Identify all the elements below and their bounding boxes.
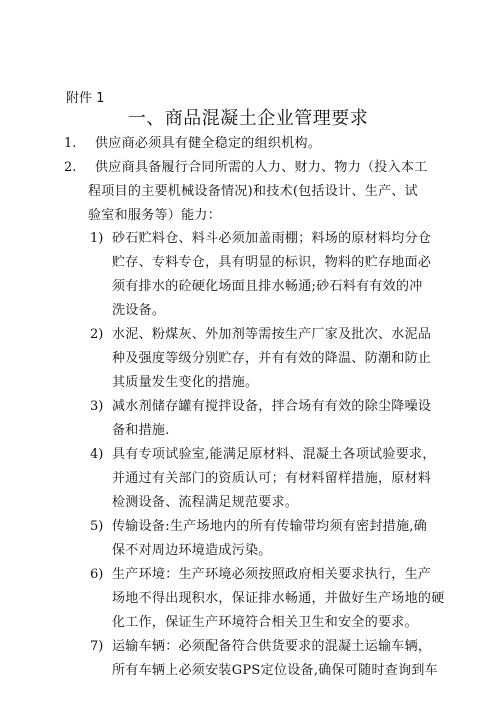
subitem-line: 保不对周边环境造成污染。 [112, 543, 272, 558]
subitem-line: 减水剂储存罐有搅拌设备，拌合场有有效的除尘降噪设 [112, 399, 432, 414]
subitem-number: 7) [90, 639, 104, 654]
subitem-line: 传输设备:生产场地内的所有传输带均须有密封措施,确 [112, 519, 428, 534]
subitem-line: 化工作，保证生产环境符合相关卫生和安全的要求。 [112, 615, 418, 630]
subitem-number: 5) [90, 519, 104, 534]
subitem-line: 须有排水的砼硬化场面且排水畅通;砂石料有有效的冲 [112, 279, 423, 294]
subitem-line: 备和措施. [112, 423, 170, 438]
subitem-line: 砂石贮料仓、料斗必须加盖雨棚；料场的原材料均分仓 [112, 231, 432, 246]
subitem-line: 生产环境：生产环境必须按照政府相关要求执行，生产 [112, 567, 432, 582]
subitem-number: 2) [90, 327, 104, 342]
subitem-line: 所有车辆上必须安装GPS定位设备,确保可随时查询到车 [112, 663, 438, 678]
item-number: 2. [64, 160, 77, 175]
subitem-line: 场地不得出现积水，保证排水畅通，并做好生产场地的硬 [112, 591, 445, 606]
subitem-line: 检测设备、流程满足规范要求。 [112, 495, 299, 510]
subitem-line: 贮存、专料专仓，具有明显的标识，物料的贮存地面必 [112, 255, 432, 270]
subitem-number: 3) [90, 399, 104, 414]
subitem-line: 洗设备。 [112, 303, 166, 318]
subitem-line: 具有专项试验室,能满足原材料、混凝土各项试验要求， [112, 447, 436, 462]
item-line: 程项目的主要机械设备情况)和技术(包括设计、生产、试 [88, 184, 418, 199]
subitem-number: 6) [90, 567, 104, 582]
page-title: 一、商品混凝土企业管理要求 [127, 108, 369, 129]
subitem-line: 种及强度等级分别贮存，并有有效的降温、防潮和防止 [112, 351, 432, 366]
subitem-line: 水泥、粉煤灰、外加剂等需按生产厂家及批次、水泥品 [112, 327, 432, 342]
item-line: 供应商必须具有健全稳定的组织机构。 [95, 136, 322, 151]
item-line: 验室和服务等）能力： [88, 208, 222, 223]
item-number: 1. [64, 136, 77, 151]
subitem-line: 运输车辆：必须配备符合供货要求的混凝土运输车辆， [112, 639, 432, 654]
subitem-number: 1) [90, 231, 104, 246]
subitem-line: 并通过有关部门的资质认可；有材料留样措施，原材料 [112, 471, 432, 486]
subitem-line: 其质量发生变化的措施。 [112, 375, 259, 390]
item-line: 供应商具备履行合同所需的人力、财力、物力（投入本工 [95, 160, 428, 175]
subitem-number: 4) [90, 447, 104, 462]
attachment-label: 附件 1 [66, 91, 105, 106]
